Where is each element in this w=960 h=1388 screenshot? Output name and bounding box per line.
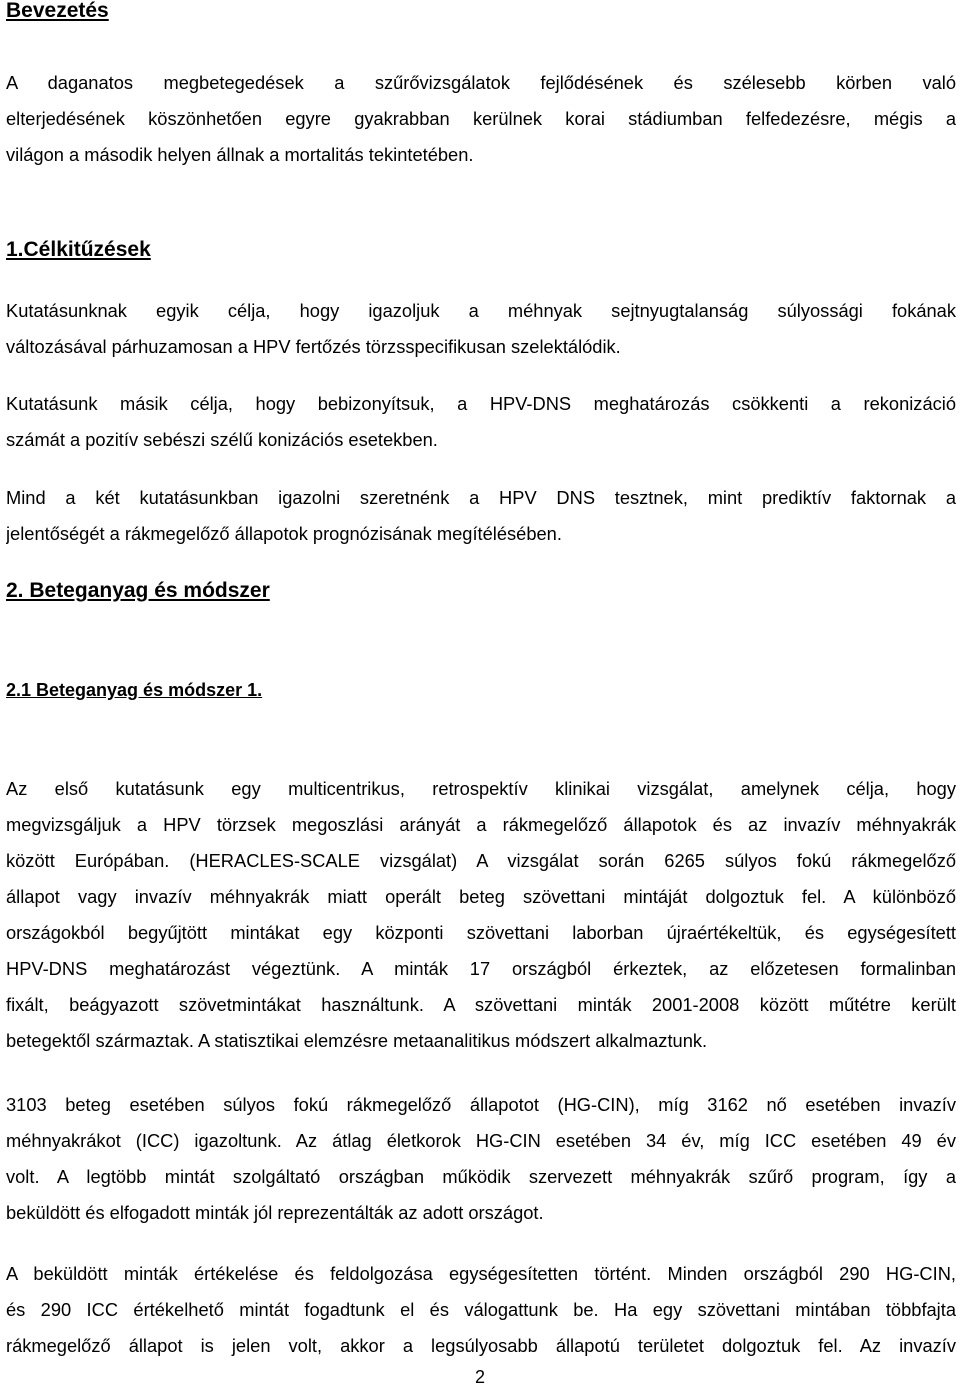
text-line: betegektől származtak. A statisztikai elemzésre metaanalitikus módszert alkalmaztunk.: [6, 1030, 708, 1051]
text-line: Kutatásunknak egyik célja, hogy igazoljuk a méhnyak sejtnyugtalanság súlyossági fokának: [6, 300, 956, 321]
heading-introduction: Bevezetés: [6, 0, 109, 22]
heading-goals: 1.Célkitűzések: [6, 238, 151, 261]
text-line: fixált, beágyazott szövetmintákat használtunk. A szövettani minták 2001-2008 között műtétre került: [6, 994, 956, 1015]
text-line: A beküldött minták értékelése és feldolgozása egységesítetten történt. Minden országból 290 HG-CIN,: [6, 1263, 956, 1284]
text-line: rákmegelőző állapot is jelen volt, akkor a legsúlyosabb állapotú területet dolgoztuk fel. Az invazív: [6, 1335, 956, 1356]
text-line: számát a pozitív sebészi szélű konizációs esetekben.: [6, 429, 438, 450]
paragraph-method-3: [6, 1256, 956, 1364]
heading-materials-methods: 2. Beteganyag és módszer: [6, 579, 270, 602]
text-line: A daganatos megbetegedések a szűrővizsgálatok fejlődésének és szélesebb körben való: [6, 72, 956, 93]
text-line: Az első kutatásunk egy multicentrikus, retrospektív klinikai vizsgálat, amelynek célja, hogy: [6, 778, 956, 799]
paragraph-goal-3: [6, 480, 956, 552]
text-line: Mind a két kutatásunkban igazolni szeretnénk a HPV DNS tesztnek, mint prediktív faktornak a: [6, 487, 956, 508]
text-line: világon a második helyen állnak a mortalitás tekintetében.: [6, 144, 474, 165]
page-number: 2: [474, 1367, 485, 1387]
text-line: Kutatásunk másik célja, hogy bebizonyítsuk, a HPV-DNS meghatározás csökkenti a rekonizáció: [6, 393, 956, 414]
text-line: állapot vagy invazív méhnyakrák miatt operált beteg szövettani mintáját dolgoztuk fel. A különböző: [6, 886, 956, 907]
text-line: beküldött és elfogadott minták jól reprezentálták az adott országot.: [6, 1202, 544, 1223]
text-line: megvizsgáljuk a HPV törzsek megoszlási arányát a rákmegelőző állapotok és az invazív méhnyakrák: [6, 814, 956, 835]
paragraph-method-1: [6, 771, 956, 1059]
paragraph-introduction: [6, 65, 956, 173]
paragraph-goal-1: [6, 293, 956, 365]
text-line: 3103 beteg esetében súlyos fokú rákmegelőző állapotot (HG-CIN), míg 3162 nő esetében invazív: [6, 1094, 956, 1115]
heading-materials-methods-1: 2.1 Beteganyag és módszer 1.: [6, 680, 263, 700]
text-line: és 290 ICC értékelhető mintát fogadtunk el és válogattunk be. Ha egy szövettani mintában többfajta: [6, 1299, 956, 1320]
text-line: elterjedésének köszönhetően egyre gyakrabban kerülnek korai stádiumban felfedezésre, mégis a: [6, 108, 956, 129]
text-line: változásával párhuzamosan a HPV fertőzés törzsspecifikusan szelektálódik.: [6, 336, 621, 357]
text-line: HPV-DNS meghatározást végeztünk. A minták 17 országból érkeztek, az előzetesen formalinban: [6, 958, 956, 979]
text-line: országokból begyűjtött mintákat egy központi szövettani laborban újraértékeltük, és egységesített: [6, 922, 956, 943]
paragraph-goal-2: [6, 386, 956, 458]
text-line: méhnyakrákot (ICC) igazoltunk. Az átlag életkorok HG-CIN esetében 34 év, míg ICC esetében 49 év: [6, 1130, 956, 1151]
text-line: volt. A legtöbb mintát szolgáltató országban működik szervezett méhnyakrák szűrő program, így a: [6, 1166, 956, 1187]
text-line: között Európában. (HERACLES-SCALE vizsgálat) A vizsgálat során 6265 súlyos fokú rákmegelőző: [6, 850, 956, 871]
paragraph-method-2: [6, 1087, 956, 1231]
text-line: jelentőségét a rákmegelőző állapotok prognózisának megítélésében.: [6, 523, 562, 544]
